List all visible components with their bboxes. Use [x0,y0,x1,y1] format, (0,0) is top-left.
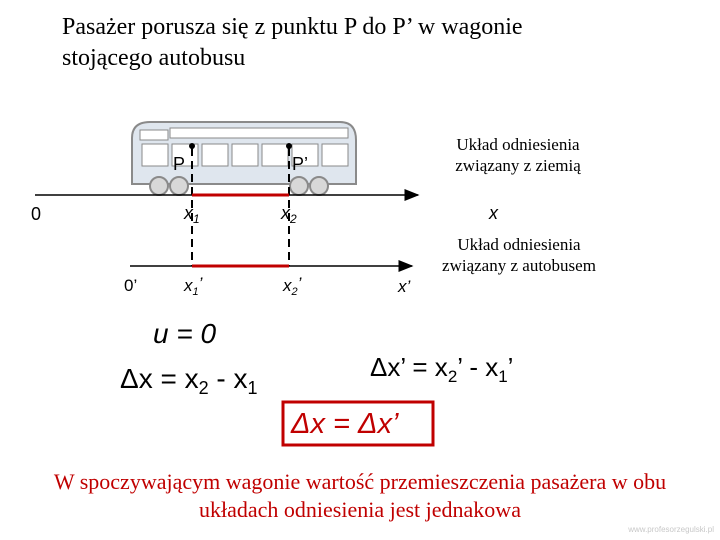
bus-wheel [150,177,168,195]
bus-x2-sub: 2 [291,286,298,298]
equation-dxp-mid: ’ - x [457,352,499,382]
bus-x2-label [282,274,302,298]
conclusion-line-1: W spoczywającym wagonie wartość przemieszczenia pasażera w obu [53,469,667,494]
ground-x1-sub: 1 [193,212,200,226]
conclusion-text [10,468,710,524]
boxed-equation: Δx = Δx’ [291,408,399,440]
equation-dxp [370,352,513,386]
equation-u: u = 0 [153,318,217,349]
bus-frame-line-1: Układ odniesienia [457,235,581,254]
ground-origin-label: 0 [31,204,42,224]
ground-x1-symbol: x [184,203,193,223]
point-p-label: P [173,154,186,174]
bus-x1-sub: 1 [192,286,199,298]
ground-frame-line-1: Układ odniesienia [456,135,580,154]
bus-window [322,144,348,166]
watermark: www.profesorzegulski.pl [628,525,714,534]
equation-dxp-lhs: Δx’ = x [370,352,448,382]
bus-wheel [170,177,188,195]
bus-origin-label: 0’ [124,276,138,295]
equation-dxp-sub2: 2 [447,367,458,386]
bus-x2-symbol: x [283,276,292,295]
bus-x2-mark: ’ [297,274,302,293]
bus-wheel [290,177,308,195]
bus-window [202,144,228,166]
ground-frame-line-2: związany z ziemią [455,156,581,175]
equation-dx-sub2: 2 [198,378,209,398]
title-line-2: stojącego autobusu [62,45,246,71]
equation-dx [120,363,258,398]
bus-window [142,144,168,166]
bus-wheel [310,177,328,195]
ground-x2-symbol: x [281,203,290,223]
ground-x2-label [280,203,297,226]
bus-x1-symbol: x [184,276,193,295]
bus-x1-label [183,274,203,298]
equation-dxp-end: ’ [507,352,514,382]
conclusion-line-2: układach odniesienia jest jednakowa [199,497,521,522]
equation-dx-mid: - x [208,363,248,394]
equation-dx-sub1: 1 [247,378,258,398]
title-line-1: Pasażer porusza się z punktu P do P’ w wagonie [62,14,523,40]
equation-dx-lhs: Δx = x [120,363,199,394]
ground-x2-sub: 2 [290,212,297,226]
bus-illustration [132,122,356,195]
ground-x1-label [183,203,200,226]
bus-axis-label: x’ [398,277,411,296]
ground-axis-label: x [489,203,498,223]
bus-window [232,144,258,166]
bus-roof-window-left [140,130,168,140]
point-p-prime-label: P’ [292,154,309,174]
bus-window [262,144,288,166]
bus-frame-line-2: związany z autobusem [442,256,596,275]
equation-dxp-sub1: 1 [498,367,508,386]
bus-x1-mark: ’ [198,274,203,293]
bus-roof-strip [170,128,348,138]
